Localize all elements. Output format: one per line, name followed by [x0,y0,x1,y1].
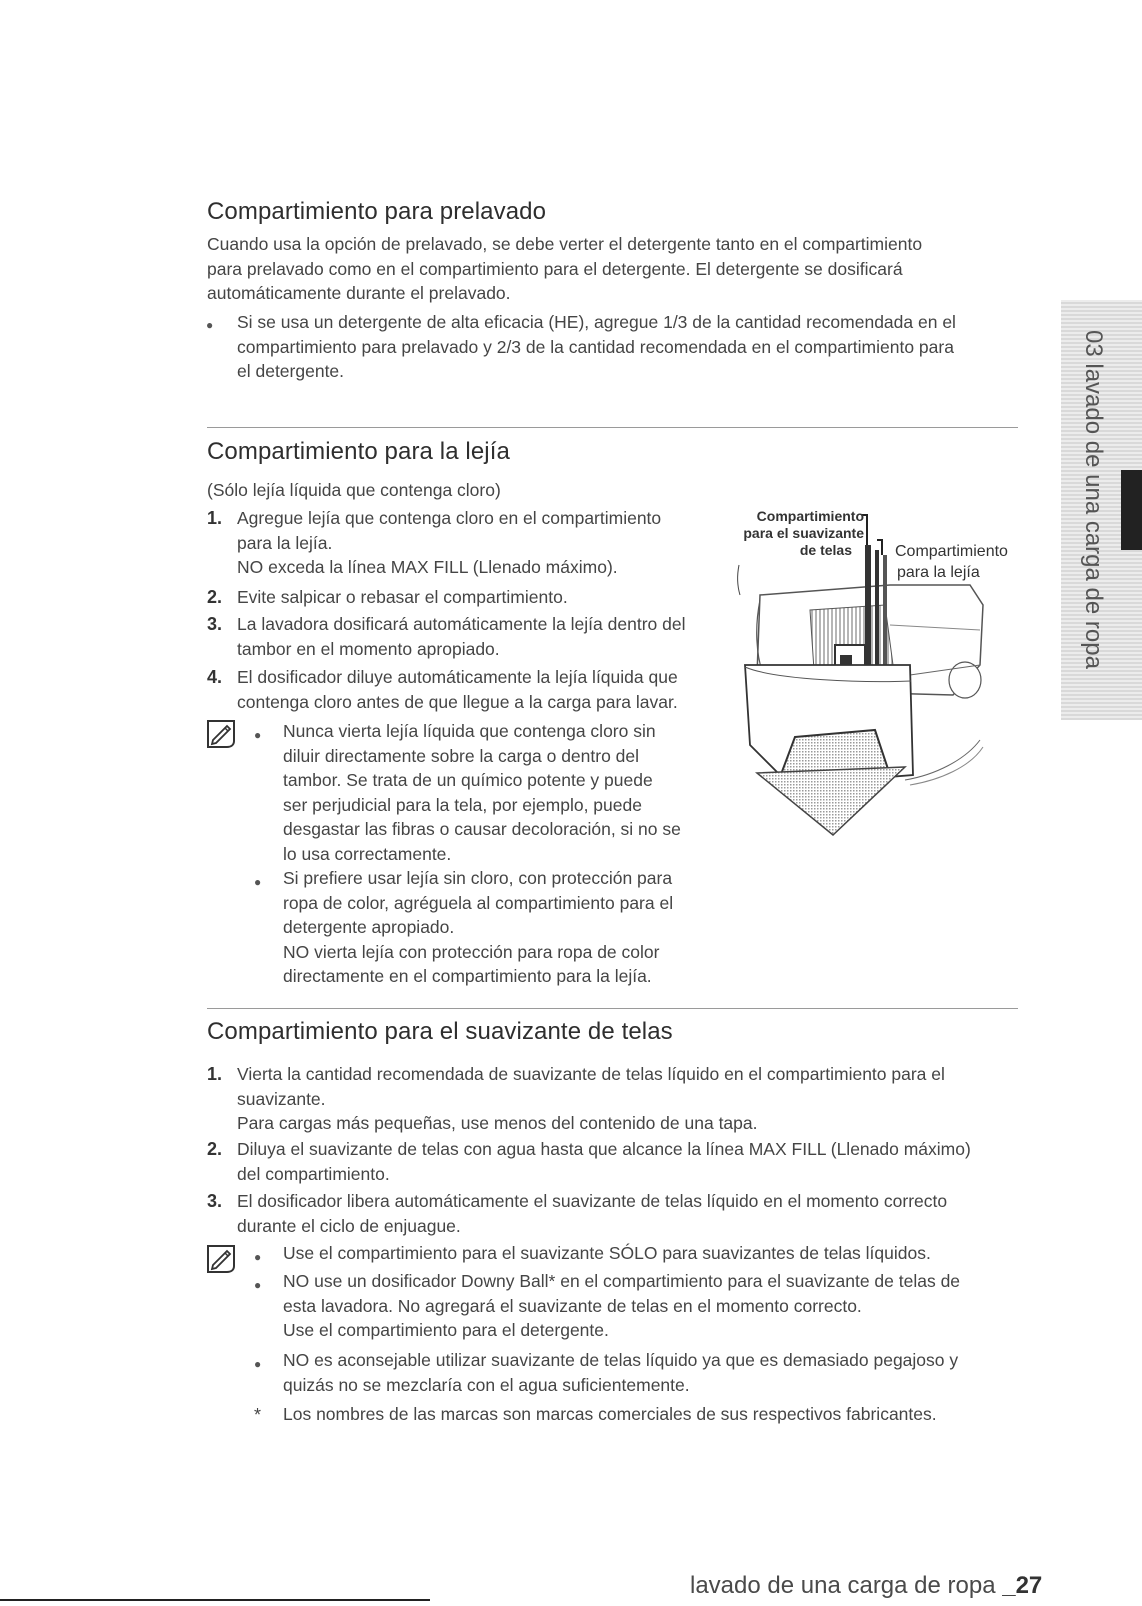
prewash-paragraph [207,232,922,306]
softener-step-3 [237,1189,947,1238]
text-line: Use el compartimiento para el detergente. [283,1320,609,1340]
label-line: Compartimiento [756,508,864,524]
text-line: del compartimiento. [237,1163,390,1184]
bottom-border [0,1599,430,1601]
footer-chapter: lavado de una carga de ropa [690,1572,1003,1599]
text-line: NO use un dosificador Downy Ball* en el compartimiento para el suavizante de telas de [283,1271,961,1291]
text-line: Nunca vierta lejía líquida que contenga cloro sin [283,721,656,741]
text-line: (Sólo lejía líquida que contenga cloro) [207,480,501,500]
text-line: Use el compartimiento para el suavizante SÓLO para suavizantes de telas líquidos. [283,1243,931,1263]
text-line: NO exceda la línea MAX FILL (Llenado máximo). [237,557,618,577]
bleach-step-1 [237,506,661,580]
label-line: de telas [799,542,852,558]
text-line: quizás no se mezclaría con el agua suficientemente. [283,1374,690,1395]
softener-note-1 [283,1241,931,1266]
section-title-bleach: Compartimiento para la lejía [207,438,510,465]
bleach-note-2 [283,866,673,989]
bleach-label [895,541,1008,583]
bullet-icon: ● [206,318,214,332]
section-divider [207,427,1018,428]
text-line: Cuando usa la opción de prelavado, se debe verter el detergente tanto en el compartimiento [207,234,923,254]
text-line: tambor. Se trata de un químico potente y puede [283,770,653,790]
bleach-step-4 [237,665,678,714]
text-line: Si prefiere usar lejía sin cloro, con protección para [283,868,673,888]
bullet-icon: ● [254,1357,262,1371]
note-icon [204,718,238,750]
bullet-icon: ● [254,1278,262,1292]
dispenser-figure [715,505,1045,885]
step-number: 1. [207,1064,223,1084]
bullet-icon: ● [254,875,262,889]
bleach-subtitle [207,478,501,503]
bleach-note-1 [283,719,681,866]
text-line: desgastar las fibras o causar decoloración, si no se [283,819,681,839]
text-line: para la lejía. [237,532,333,553]
text-line: tambor en el momento apropiado. [237,638,500,659]
text-line: contenga cloro antes de que llegue a la carga para lavar. [237,691,678,712]
step-number: 1. [207,508,223,528]
text-line: Si se usa un detergente de alta eficacia (HE), agregue 1/3 de la cantidad recomendada en el [237,312,956,332]
text-line: El dosificador libera automáticamente el suavizante de telas líquido en el momento correcto [237,1191,948,1211]
bullet-icon: ● [254,728,262,742]
softener-note-2 [283,1269,960,1343]
footnote-marker: * [254,1405,262,1425]
text-line: compartimiento para prelavado y 2/3 de la cantidad recomendada en el compartimiento para [237,336,954,357]
bleach-step-3 [237,612,685,661]
step-number: 3. [207,1191,223,1211]
softener-step-1 [237,1062,945,1136]
step-number: 3. [207,614,223,634]
softener-step-2 [237,1137,971,1186]
bleach-step-2 [237,585,568,610]
step-number: 2. [207,587,223,607]
prewash-bullet [237,310,956,384]
label-line: para la lejía [897,564,980,581]
text-line: ropa de color, agréguela al compartimiento para el [283,892,674,913]
footnote [283,1402,937,1427]
note-icon [204,1243,238,1275]
text-line: esta lavadora. No agregará el suavizante de telas en el momento correcto. [283,1295,862,1316]
text-line: Diluya el suavizante de telas con agua hasta que alcance la línea MAX FILL (Llenado máximo) [237,1139,971,1159]
step-number: 4. [207,667,223,687]
label-line: para el suavizante [743,525,864,541]
text-line: para prelavado como en el compartimiento para el detergente. El detergente se dosificará [207,258,903,279]
page-footer [690,1572,1042,1600]
page-number: _27 [1002,1572,1043,1599]
text-line: Vierta la cantidad recomendada de suavizante de telas líquido en el compartimiento para el [237,1064,945,1084]
text-line: La lavadora dosificará automáticamente la lejía dentro del [237,614,686,634]
chapter-tab-label: 03 lavado de una carga de ropa [1080,330,1107,669]
text-line: NO es aconsejable utilizar suavizante de telas líquido ya que es demasiado pegajoso y [283,1350,959,1370]
text-line: Agregue lejía que contenga cloro en el compartimiento [237,508,662,528]
text-line: el detergente. [237,361,345,381]
section-title-prewash: Compartimiento para prelavado [207,198,547,225]
tab-marker [1121,470,1142,550]
softener-label [734,508,864,559]
step-number: 2. [207,1139,223,1159]
text-line: El dosificador diluye automáticamente la lejía líquida que [237,667,678,687]
text-line: detergente apropiado. [283,917,455,937]
text-line: suavizante. [237,1088,326,1109]
text-line: automáticamente durante el prelavado. [207,283,511,303]
label-line: Compartimiento [895,543,1008,560]
bullet-icon: ● [254,1250,262,1264]
text-line: diluir directamente sobre la carga o dentro del [283,745,640,766]
text-line: Para cargas más pequeñas, use menos del contenido de una tapa. [237,1113,758,1133]
chapter-side-tab [1061,300,1142,720]
text-line: lo usa correctamente. [283,843,452,864]
section-title-softener: Compartimiento para el suavizante de telas [207,1018,673,1045]
text-line: Evite salpicar o rebasar el compartimiento. [237,587,568,607]
text-line: directamente en el compartimiento para la lejía. [283,966,652,986]
text-line: ser perjudicial para la tela, por ejemplo, puede [283,794,642,815]
text-line: durante el ciclo de enjuague. [237,1215,461,1236]
text-line: Los nombres de las marcas son marcas comerciales de sus respectivos fabricantes. [283,1404,937,1424]
section-divider [207,1008,1018,1009]
text-line: NO vierta lejía con protección para ropa de color [283,941,660,962]
softener-note-3 [283,1348,958,1397]
